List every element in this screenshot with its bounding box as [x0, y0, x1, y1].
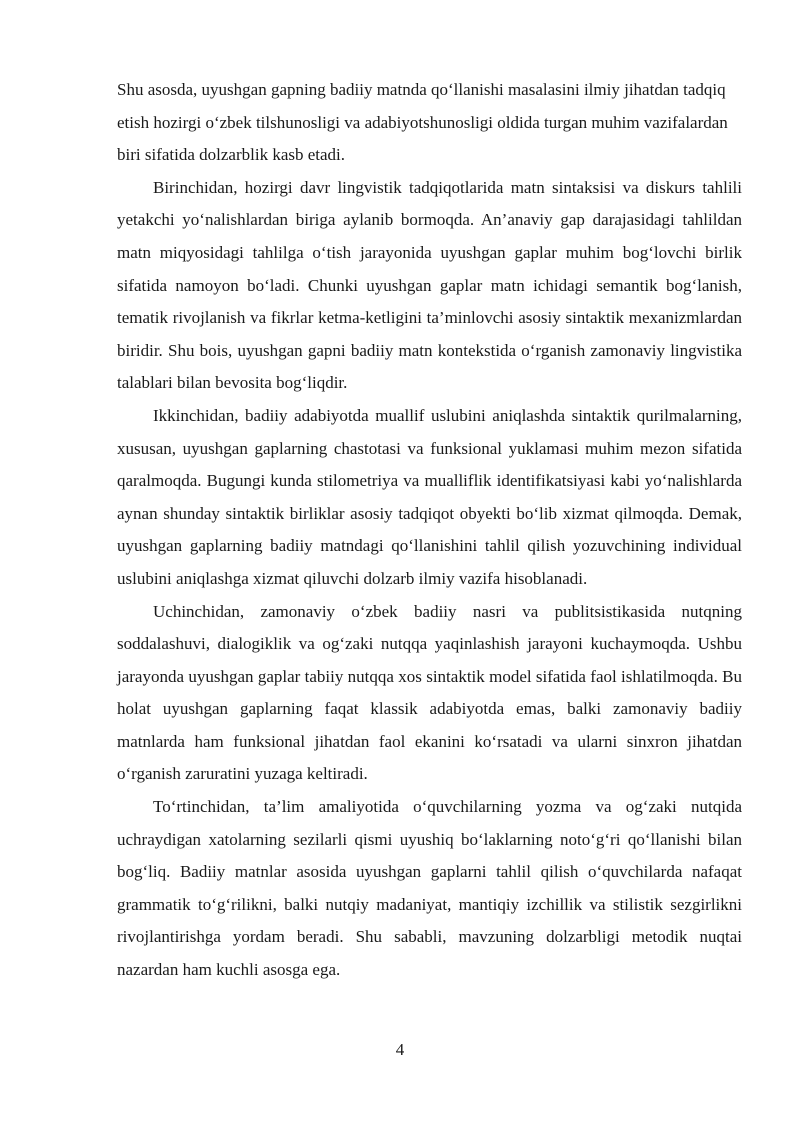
paragraph-third-reason: Uchinchidan, zamonaviy o‘zbek badiiy nasri va publitsistikasida nutqning soddalashuvi, dialogiklik va og‘zaki nutqqa yaqinlashish jarayoni kuchaymoqda. Ushbu jarayonda uyushgan gaplar tabiiy nutqqa xos sintaktik model sifatida faol ishlatilmoqda. Bu holat uyushgan gaplarning faqat klassik adabiyotda emas, balki zamonaviy badiiy matnlarda ham funksional jihatdan faol ekanini ko‘rsatadi va ularni sinxron jihatdan o‘rganish zaruratini yuzaga keltiradi.: [117, 601, 742, 784]
paragraph-fourth-reason: To‘rtinchidan, ta’lim amaliyotida o‘quvchilarning yozma va og‘zaki nutqida uchraydigan xatolarning sezilarli qismi uyushiq bo‘laklarning noto‘g‘ri qo‘llanishi bilan bog‘liq. Badiiy matnlar asosida uyushgan gaplarni tahlil qilish o‘quvchilarda nafaqat grammatik to‘g‘rilikni, balki nutqiy madaniyat, mantiqiy izchillik va stilistik sezgirlikni rivojlantirishga yordam beradi. Shu sababli, mavzuning dolzarbligi metodik nuqtai nazardan ham kuchli asosga ega.: [117, 797, 742, 980]
paragraph-second-reason: Ikkinchidan, badiiy adabiyotda muallif uslubini aniqlashda sintaktik qurilmalarning, xususan, uyushgan gaplarning chastotasi va funksional yuklamasi muhim mezon sifatida qaralmoqda. Bugungi kunda stilometriya va mualliflik identifikatsiyasi kabi yo‘nalishlarda aynan shunday sintaktik birliklar asosiy tadqiqot obyekti bo‘lib xizmat qilmoqda. Demak, uyushgan gaplarning badiiy matndagi qo‘llanishini tahlil qilish yozuvchining individual uslubini aniqlashga xizmat qiluvchi dolzarb ilmiy vazifa hisoblanadi.: [117, 405, 742, 588]
paragraph-first-reason: Birinchidan, hozirgi davr lingvistik tadqiqotlarida matn sintaksisi va diskurs tahlili yetakchi yo‘nalishlardan biriga aylanib bormoqda. An’anaviy gap darajasidagi tahlildan matn miqyosidagi tahlilga o‘tish jarayonida uyushgan gaplar muhim bog‘lovchi birlik sifatida namoyon bo‘ladi. Chunki uyushgan gaplar matn ichidagi semantik bog‘lanish, tematik rivojlanish va fikrlar ketma-ketligini ta’minlovchi asosiy sintaktik mexanizmlardan biridir. Shu bois, uyushgan gapni badiiy matn kontekstida o‘rganish zamonaviy lingvistika talablari bilan bevosita bog‘liqdir.: [117, 177, 742, 393]
page-number: 4: [395, 1040, 405, 1059]
paragraph-intro: Shu asosda, uyushgan gapning badiiy matnda qo‘llanishi masalasini ilmiy jihatdan tadqiq etish hozirgi o‘zbek tilshunosligi va adabiyotshunosligi oldida turgan muhim vazifalardan biri sifatida dolzarblik kasb etadi.: [117, 80, 728, 165]
document-page: [117, 74, 742, 987]
